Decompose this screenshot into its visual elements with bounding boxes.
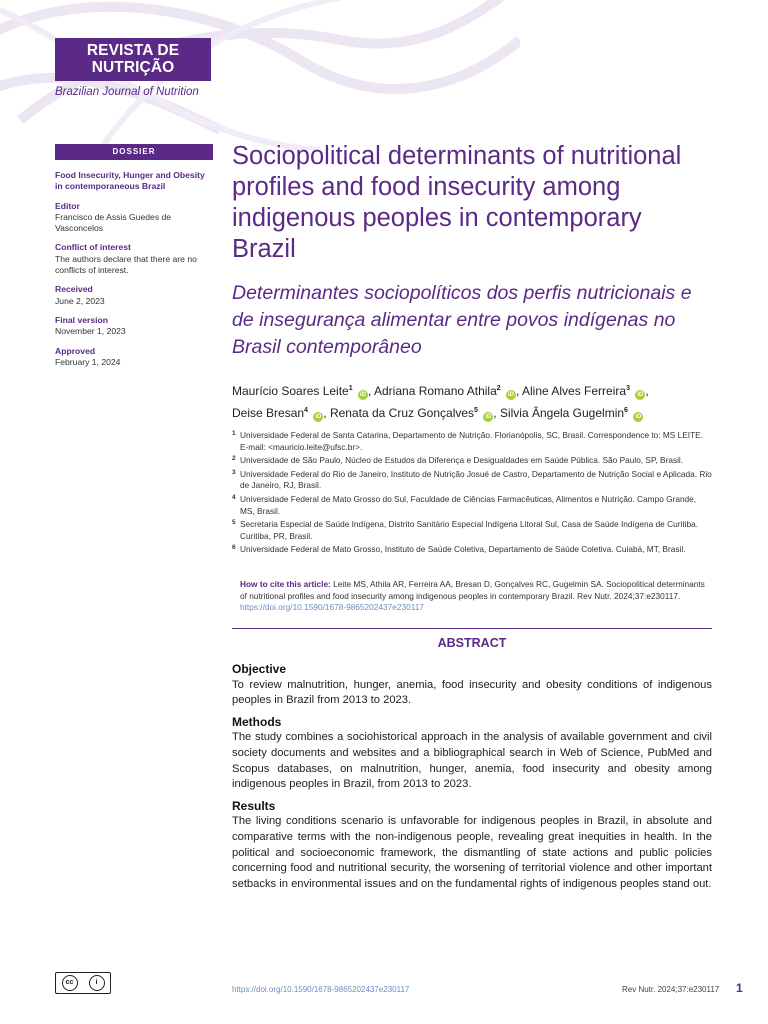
results-text: The living conditions scenario is unfavorable for indigenous peoples in Brazil, in absolute and comparative terms with the non-indigenous people, revealing great inequities in health. In the political and socioeconomic framework, the dismantling of state actions and public policies concerning food and nutritional security, the worsening of territorial violence and other important setbacks in environmental issues and on the fundamental rights of indigenous peoples stand out. — [232, 815, 712, 890]
editor-block — [55, 201, 213, 235]
abstract-body — [232, 656, 712, 892]
page-number: 1 — [736, 981, 743, 995]
affiliation-item — [232, 430, 712, 453]
journal-name-line2: NUTRIÇÃO — [91, 59, 175, 76]
cc-icon: cc — [62, 975, 78, 991]
affiliation-item — [232, 455, 712, 467]
journal-name-line1: REVISTA DE — [86, 42, 180, 59]
journal-subtitle: Brazilian Journal of Nutrition — [55, 86, 199, 98]
author — [522, 384, 645, 398]
author — [330, 406, 493, 420]
author-affiliation-number: 3 — [626, 385, 630, 392]
methods-heading: Methods — [232, 714, 282, 729]
objective-heading: Objective — [232, 662, 287, 676]
conflict-text: The authors declare that there are no conflicts of interest. — [55, 253, 197, 276]
affiliation-number: 5 — [232, 519, 236, 527]
orcid-icon[interactable]: iD — [635, 414, 642, 420]
author-affiliation-number: 1 — [348, 385, 353, 392]
conflict-label: Conflict of interest — [55, 242, 131, 253]
received-date: June 2, 2023 — [55, 295, 105, 306]
affiliation-item — [232, 494, 712, 517]
orcid-icon[interactable]: iD — [508, 392, 514, 398]
author-list: Maurício Soares Leite$^1$ iD , Adriana Romano Athila$^2$ iD , Aline Alves Ferreira$^3$ iD , Deise Bresan$^4$ iD , Renata da Cruz Gonçalves$^5$ iD , Silvia Ângela Gugelmin$^6$ iD — [232, 384, 649, 420]
affiliation-text: Universidade Federal de Santa Catarina, Departamento de Nutrição. Florianópolis, SC, Brasil. Correspondence to: MS LEITE. E-mail: <mauricio.leite@ufsc.br>. — [240, 430, 704, 452]
results-heading: Results — [232, 798, 276, 813]
final-version-label: Final version — [55, 314, 109, 325]
methods-text: The study combines a sociohistorical approach in the analysis of available government and civil society documents and websites and a bibliographical search in Web of Science, PubMed and Scopus databases, on malnutrition, hunger, anemia, food insecurity and obesity among indigenous peoples in Brazil, from 2013 to 2023. — [232, 731, 712, 791]
author-affiliation-number: 2 — [496, 385, 501, 392]
creative-commons-badge[interactable] — [55, 972, 111, 994]
orcid-icon[interactable]: iD — [485, 414, 492, 420]
article-info-sidebar — [55, 144, 213, 368]
affiliation-number: 3 — [232, 468, 236, 476]
affiliation-text: Universidade Federal de Mato Grosso do Sul, Faculdade de Ciências Farmacêuticas, Alimentos e Nutrição. Campo Grande, MS, Brasil. — [240, 493, 697, 516]
affiliation-item — [232, 519, 712, 542]
approved-block — [55, 346, 213, 369]
orcid-icon[interactable]: iD — [315, 414, 322, 420]
author — [232, 406, 323, 420]
author — [232, 384, 368, 398]
author-name: Renata da Cruz Gonçalves — [329, 406, 475, 420]
affiliation-item — [232, 544, 712, 556]
approved-date: February 1, 2024 — [55, 356, 121, 367]
author-name: Maurício Soares Leite — [232, 384, 349, 398]
final-version-block — [55, 315, 213, 338]
how-to-cite — [240, 579, 710, 614]
editor-name: Francisco de Assis Guedes de Vasconcelos — [55, 211, 172, 234]
footer-citation: Rev Nutr. 2024;37:e230117 — [622, 985, 720, 994]
author — [374, 384, 516, 398]
by-attribution-icon: i — [89, 975, 105, 991]
affiliation-list — [232, 430, 712, 558]
author — [500, 406, 643, 420]
abstract-divider — [232, 628, 712, 629]
final-version-date: November 1, 2023 — [55, 326, 126, 337]
footer-doi-link[interactable]: https://doi.org/10.1590/1678-9865202437e230117 — [232, 985, 410, 994]
received-label: Received — [55, 284, 93, 295]
author-affiliation-number: 6 — [624, 407, 628, 414]
orcid-icon[interactable]: iD — [637, 392, 644, 398]
author-affiliation-number: 4 — [304, 407, 308, 414]
affiliation-number: 4 — [232, 493, 236, 501]
author-name: Deise Bresan — [232, 406, 305, 420]
affiliation-text: Universidade de São Paulo, Núcleo de Estudos da Diferença e Desigualdades em Saúde Pública. São Paulo, SP, Brasil. — [240, 455, 684, 466]
orcid-icon[interactable]: iD — [359, 392, 366, 398]
cite-label: How to cite this article: — [240, 579, 331, 589]
approved-label: Approved — [55, 345, 96, 356]
dossier-title: Food Insecurity, Hunger and Obesity in contemporaneous Brazil — [55, 170, 205, 192]
cite-doi-link[interactable]: https://doi.org/10.1590/1678-9865202437e230117 — [240, 602, 424, 613]
affiliation-number: 6 — [232, 544, 236, 552]
journal-logo — [55, 38, 211, 81]
affiliation-number: 2 — [232, 455, 236, 463]
article-title-portuguese: Determinantes sociopolíticos dos perfis nutricionais e de insegurança alimentar entre povos indígenas no Brasil contemporâneo — [232, 282, 692, 358]
section-label: DOSSIER — [55, 144, 213, 160]
affiliation-item — [232, 469, 712, 492]
author-name: Adriana Romano Athila — [374, 384, 497, 398]
article-title: Sociopolitical determinants of nutritional profiles and food insecurity among indigenous peoples in contemporary Brazil — [232, 142, 682, 263]
affiliation-text: Secretaria Especial de Saúde Indígena, Distrito Sanitário Especial Indígena Litoral Sul, Casa de Saúde Indígena de Curitiba. Curitiba, PR, Brasil. — [240, 519, 698, 541]
author-name: Silvia Ângela Gugelmin — [499, 406, 625, 420]
affiliation-number: 1 — [232, 430, 236, 437]
abstract-heading: ABSTRACT — [437, 636, 507, 650]
affiliation-text: Universidade Federal de Mato Grosso, Instituto de Saúde Coletiva, Departamento de Saúde Coletiva. Cuiabá, MT, Brasil. — [240, 544, 686, 555]
affiliation-text: Universidade Federal do Rio de Janeiro, Instituto de Nutrição Josué de Castro, Departamento de Nutrição Social e Aplicada. Rio de Janeiro, RJ, Brasil. — [240, 468, 712, 491]
conflict-block — [55, 242, 213, 276]
received-block — [55, 284, 213, 307]
author-name: Aline Alves Ferreira — [522, 384, 627, 398]
author-affiliation-number: 5 — [474, 407, 478, 414]
objective-text: To review malnutrition, hunger, anemia, food insecurity and obesity conditions of indigenous peoples in Brazil from 2013 to 2023. — [232, 678, 712, 707]
cite-text: Leite MS, Athila AR, Ferreira AA, Bresan D, Gonçalves RC, Gugelmin SA. Sociopolitical determinants of nutritional profiles and food insecurity among indigenous peoples in contemporary Brazil. Rev Nutr. 2024;37:e230117. — [240, 579, 705, 601]
editor-label: Editor — [55, 200, 80, 211]
